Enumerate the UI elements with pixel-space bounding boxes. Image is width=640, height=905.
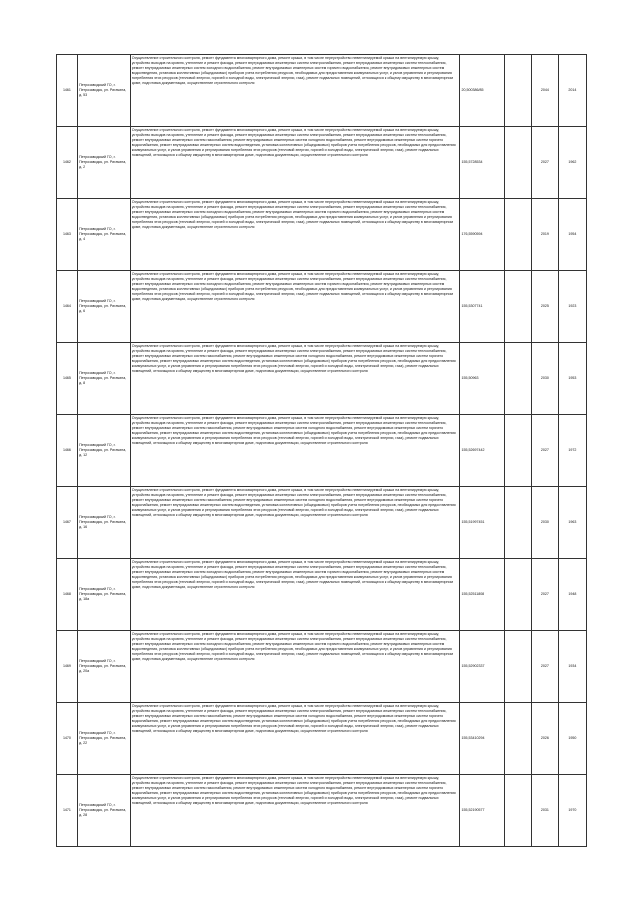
- row-address: Петрозаводский ГО, г. Петрозаводск, ул. Ригачина, д. 53: [77, 55, 130, 127]
- row-address: Петрозаводский ГО, г. Петрозаводск, ул. Ригачина, д. 28: [77, 775, 130, 847]
- row-last-year: 1970: [558, 775, 586, 847]
- row-works-cell: [130, 415, 460, 487]
- row-number: 1464: [57, 271, 78, 343]
- row-term: [504, 559, 531, 631]
- row-last-year: 1954: [558, 199, 586, 271]
- table-row: [57, 487, 587, 559]
- row-area: 20,500386/85: [460, 55, 504, 127]
- table-row: [57, 127, 587, 199]
- row-year: 2027: [531, 127, 558, 199]
- row-number: 1466: [57, 415, 78, 487]
- row-works-cell: [130, 343, 460, 415]
- row-address: Петрозаводский ГО, г. Петрозаводск, ул. Ригачина, д. 12: [77, 415, 130, 487]
- table-row: [57, 631, 587, 703]
- row-works: Осуществление строительного контроля, ремонт фундамента многоквартирного дома, ремонт крыши, в том числе переустройство невентилируемой крыши на вентилируемую крышу, устройство выходов на кровлю, утепление и ремонт фасада, ремонт внутридомовых инженерных систем электроснабжения, ремонт внутридомовых инженерных систем теплоснабжения, ремонт внутридомовых инженерных систем холодного водоснабжения, ремонт внутридомовых инженерных систем горячего водоснабжения, ремонт внутридомовых инженерных систем водоотведения, установка коллективных (общедомовых) приборов учета потребления ресурсов, необходимых для предоставления коммунальных услуг, и узлов управления и регулирования потребления этих ресурсов (тепловой энергии, горячей и холодной воды, электрической энергии, газа), ремонт подвальных помещений, относящихся к общему имуществу в многоквартирном доме, подготовка документации, осуществление строительного контроля: [131, 559, 453, 590]
- row-works: Осуществление строительного контроля, ремонт фундамента многоквартирного дома, ремонт крыши, в том числе переустройство невентилируемой крыши на вентилируемую крышу, устройство выходов на кровлю, утепление и ремонт фасада, ремонт внутридомовых инженерных систем электроснабжения, ремонт внутридомовых инженерных систем теплоснабжения, ремонт внутридомовых инженерных систем холодного водоснабжения, ремонт внутридомовых инженерных систем горячего водоснабжения, ремонт внутридомовых инженерных систем водоотведения, установка коллективных (общедомовых) приборов учета потребления ресурсов, необходимых для предоставления коммунальных услуг, и узлов управления и регулирования потребления этих ресурсов (тепловой энергии, горячей и холодной воды, электрической энергии, газа), ремонт подвальных помещений, относящихся к общему имуществу в многоквартирном доме, подготовка документации, осуществление строительного контроля: [131, 199, 453, 230]
- row-number: 1471: [57, 775, 78, 847]
- row-works-cell: [130, 775, 460, 847]
- row-area: 155,52511808: [460, 559, 504, 631]
- row-area: 155,51997451: [460, 487, 504, 559]
- row-year: 2031: [531, 775, 558, 847]
- row-term: [504, 199, 531, 271]
- row-works: Осуществление строительного контроля, ремонт фундамента многоквартирного дома, ремонт крыши, в том числе переустройство невентилируемой крыши на вентилируемую крышу, устройство выходов на кровлю, утепление и ремонт фасада, ремонт внутридомовых инженерных систем электроснабжения, ремонт внутридомовых инженерных систем теплоснабжения, ремонт внутридомовых инженерных систем газоснабжения, ремонт внутридомовых инженерных систем холодного водоснабжения, ремонт внутридомовых инженерных систем горячего водоснабжения, ремонт внутридомовых инженерных систем водоотведения, установка коллективных (общедомовых) приборов учета потребления ресурсов, необходимых для предоставления коммунальных услуг, и узлов управления и регулирования потребления этих ресурсов (тепловой энергии, горячей и холодной воды, электрической энергии, газа), ремонт подвальных помещений, относящихся к общему имуществу в многоквартирном доме, подготовка документации, осуществление строительного контроля: [131, 703, 456, 734]
- row-area: 155,5728534: [460, 127, 504, 199]
- row-address: Петрозаводский ГО, г. Петрозаводск, ул. Ригачина, д. 2: [77, 127, 130, 199]
- row-address: Петрозаводский ГО, г. Петрозаводск, ул. Ригачина, д. 16: [77, 487, 130, 559]
- row-term: [504, 631, 531, 703]
- row-term: [504, 127, 531, 199]
- table-row: [57, 343, 587, 415]
- row-works: Осуществление строительного контроля, ремонт фундамента многоквартирного дома, ремонт крыши, в том числе переустройство невентилируемой крыши на вентилируемую крышу, устройство выходов на кровлю, утепление и ремонт фасада, ремонт внутридомовых инженерных систем электроснабжения, ремонт внутридомовых инженерных систем теплоснабжения, ремонт внутридомовых инженерных систем газоснабжения, ремонт внутридомовых инженерных систем холодного водоснабжения, ремонт внутридомовых инженерных систем горячего водоснабжения, ремонт внутридомовых инженерных систем водоотведения, установка коллективных (общедомовых) приборов учета потребления ресурсов, необходимых для предоставления коммунальных услуг, и узлов управления и регулирования потребления этих ресурсов (тепловой энергии, горячей и холодной воды, электрической энергии, газа), ремонт подвальных помещений, относящихся к общему имуществу в многоквартирном доме, подготовка документации, осуществление строительного контроля: [131, 415, 456, 446]
- row-last-year: 1953: [558, 343, 586, 415]
- table-row: [57, 415, 587, 487]
- row-term: [504, 55, 531, 127]
- row-works-cell: [130, 703, 460, 775]
- table-row: [57, 271, 587, 343]
- row-year: 2030: [531, 487, 558, 559]
- row-year: 2027: [531, 559, 558, 631]
- row-area: 155,5307741: [460, 271, 504, 343]
- row-last-year: 1963: [558, 487, 586, 559]
- row-works-cell: [130, 631, 460, 703]
- row-address: Петрозаводский ГО, г. Петрозаводск, ул. Ригачина, д. 18а: [77, 559, 130, 631]
- row-term: [504, 343, 531, 415]
- row-address: Петрозаводский ГО, г. Петрозаводск, ул. Ригачина, д. 8: [77, 343, 130, 415]
- row-works: Осуществление строительного контроля, ремонт фундамента многоквартирного дома, ремонт крыши, в том числе переустройство невентилируемой крыши на вентилируемую крышу, устройство выходов на кровлю, утепление и ремонт фасада, ремонт внутридомовых инженерных систем электроснабжения, ремонт внутридомовых инженерных систем теплоснабжения, ремонт внутридомовых инженерных систем газоснабжения, ремонт внутридомовых инженерных систем холодного водоснабжения, ремонт внутридомовых инженерных систем горячего водоснабжения, ремонт внутридомовых инженерных систем водоотведения, установка коллективных (общедомовых) приборов учета потребления ресурсов, необходимых для предоставления коммунальных услуг, и узлов управления и регулирования потребления этих ресурсов (тепловой энергии, горячей и холодной воды, электрической энергии, газа), ремонт подвальных помещений, относящихся к общему имуществу в многоквартирном доме, подготовка документации, осуществление строительного контроля: [131, 487, 456, 518]
- row-works-cell: [130, 487, 460, 559]
- row-area: 155,50963: [460, 343, 504, 415]
- row-works: Осуществление строительного контроля, ремонт фундамента многоквартирного дома, ремонт крыши, в том числе переустройство невентилируемой крыши на вентилируемую крышу, устройство выходов на кровлю, утепление и ремонт фасада, ремонт внутридомовых инженерных систем электроснабжения, ремонт внутридомовых инженерных систем теплоснабжения, ремонт внутридомовых инженерных систем холодного водоснабжения, ремонт внутридомовых инженерных систем горячего водоснабжения, ремонт внутридомовых инженерных систем водоотведения, установка коллективных (общедомовых) приборов учета потребления ресурсов, необходимых для предоставления коммунальных услуг, и узлов управления и регулирования потребления этих ресурсов (тепловой энергии, горячей и холодной воды, электрической энергии, газа), ремонт подвальных помещений, относящихся к общему имуществу в многоквартирном доме, подготовка документации, осуществление строительного контроля: [131, 271, 453, 302]
- row-term: [504, 415, 531, 487]
- row-term: [504, 487, 531, 559]
- row-works-cell: [130, 55, 460, 127]
- row-number: 1462: [57, 127, 78, 199]
- row-works: Осуществление строительного контроля, ремонт фундамента многоквартирного дома, ремонт крыши, в том числе переустройство невентилируемой крыши на вентилируемую крышу, устройство выходов на кровлю, утепление и ремонт фасада, ремонт внутридомовых инженерных систем электроснабжения, ремонт внутридомовых инженерных систем теплоснабжения, ремонт внутридомовых инженерных систем газоснабжения, ремонт внутридомовых инженерных систем холодного водоснабжения, ремонт внутридомовых инженерных систем горячего водоснабжения, ремонт внутридомовых инженерных систем водоотведения, установка коллективных (общедомовых) приборов учета потребления ресурсов, необходимых для предоставления коммунальных услуг, и узлов управления и регулирования потребления этих ресурсов (тепловой энергии, горячей и холодной воды, электрической энергии, газа), ремонт подвальных помещений, относящихся к общему имуществу в многоквартирном доме, подготовка документации, осуществление строительного контроля: [131, 343, 456, 374]
- row-number: 1470: [57, 703, 78, 775]
- row-works: Осуществление строительного контроля, ремонт фундамента многоквартирного дома, ремонт крыши, в том числе переустройство невентилируемой крыши на вентилируемую крышу, устройство выходов на кровлю, утепление и ремонт фасада, ремонт внутридомовых инженерных систем электроснабжения, ремонт внутридомовых инженерных систем теплоснабжения, ремонт внутридомовых инженерных систем холодного водоснабжения, ремонт внутридомовых инженерных систем горячего водоснабжения, ремонт внутридомовых инженерных систем водоотведения, установка коллективных (общедомовых) приборов учета потребления ресурсов, необходимых для предоставления коммунальных услуг, и узлов управления и регулирования потребления этих ресурсов (тепловой энергии, горячей и холодной воды, электрической энергии, газа), ремонт подвальных помещений, относящихся к общему имуществу в многоквартирном доме, подготовка документации, осуществление строительного контроля: [131, 631, 453, 662]
- row-number: 1461: [57, 55, 78, 127]
- row-last-year: 1950: [558, 703, 586, 775]
- table-row: [57, 559, 587, 631]
- row-last-year: 1972: [558, 415, 586, 487]
- row-area: 155,53410294: [460, 703, 504, 775]
- capital-repair-table: [56, 54, 587, 847]
- row-address: Петрозаводский ГО, г. Петрозаводск, ул. Ригачина, д. 6: [77, 271, 130, 343]
- row-last-year: 1934: [558, 631, 586, 703]
- row-term: [504, 703, 531, 775]
- row-year: 2019: [531, 199, 558, 271]
- row-term: [504, 271, 531, 343]
- row-works: Осуществление строительного контроля, ремонт фундамента многоквартирного дома, ремонт крыши, в том числе переустройство невентилируемой крыши на вентилируемую крышу, устройство выходов на кровлю, утепление и ремонт фасада, ремонт внутридомовых инженерных систем электроснабжения, ремонт внутридомовых инженерных систем теплоснабжения, ремонт внутридомовых инженерных систем газоснабжения, ремонт внутридомовых инженерных систем холодного водоснабжения, ремонт внутридомовых инженерных систем горячего водоснабжения, ремонт внутридомовых инженерных систем водоотведения, установка коллективных (общедомовых) приборов учета потребления ресурсов, необходимых для предоставления коммунальных услуг, и узлов управления и регулирования потребления этих ресурсов (тепловой энергии, горячей и холодной воды, электрической энергии, газа), ремонт подвальных помещений, относящихся к общему имуществу в многоквартирном доме, подготовка документации, осуществление строительного контроля: [131, 775, 456, 806]
- table-body: [57, 55, 587, 847]
- row-address: Петрозаводский ГО, г. Петрозаводск, ул. Ригачина, д. 4: [77, 199, 130, 271]
- row-area: 155,52697442: [460, 415, 504, 487]
- row-works: Осуществление строительного контроля, ремонт фундамента многоквартирного дома, ремонт крыши, в том числе переустройство невентилируемой крыши на вентилируемую крышу, устройство выходов на кровлю, утепление и ремонт фасада, ремонт внутридомовых инженерных систем электроснабжения, ремонт внутридомовых инженерных систем теплоснабжения, ремонт внутридомовых инженерных систем холодного водоснабжения, ремонт внутридомовых инженерных систем горячего водоснабжения, ремонт внутридомовых инженерных систем водоотведения, установка коллективных (общедомовых) приборов учета потребления ресурсов, необходимых для предоставления коммунальных услуг, и узлов управления и регулирования потребления этих ресурсов (тепловой энергии, горячей и холодной воды, электрической энергии, газа), ремонт подвальных помещений, относящихся к общему имуществу в многоквартирном доме, подготовка документации, осуществление строительного контроля: [131, 55, 453, 86]
- table-row: [57, 55, 587, 127]
- row-year: 2027: [531, 631, 558, 703]
- row-area: 176,5590594: [460, 199, 504, 271]
- row-year: 2025: [531, 271, 558, 343]
- row-year: 2030: [531, 343, 558, 415]
- row-works-cell: [130, 127, 460, 199]
- row-term: [504, 775, 531, 847]
- row-works-cell: [130, 559, 460, 631]
- row-works: Осуществление строительного контроля, ремонт фундамента многоквартирного дома, ремонт крыши, в том числе переустройство невентилируемой крыши на вентилируемую крышу, устройство выходов на кровлю, утепление и ремонт фасада, ремонт внутридомовых инженерных систем электроснабжения, ремонт внутридомовых инженерных систем теплоснабжения, ремонт внутридомовых инженерных систем газоснабжения, ремонт внутридомовых инженерных систем холодного водоснабжения, ремонт внутридомовых инженерных систем горячего водоснабжения, ремонт внутридомовых инженерных систем водоотведения, установка коллективных (общедомовых) приборов учета потребления ресурсов, необходимых для предоставления коммунальных услуг, и узлов управления и регулирования потребления этих ресурсов (тепловой энергии, горячей и холодной воды, электрической энергии, газа), ремонт подвальных помещений, относящихся к общему имуществу в многоквартирном доме, подготовка документации, осуществление строительного контроля: [131, 127, 456, 158]
- row-area: 155,52902337: [460, 631, 504, 703]
- table-row: [57, 775, 587, 847]
- row-address: Петрозаводский ГО, г. Петрозаводск, ул. Ригачина, д. 20а: [77, 631, 130, 703]
- row-works-cell: [130, 199, 460, 271]
- row-area: 155,52190577: [460, 775, 504, 847]
- row-number: 1469: [57, 631, 78, 703]
- row-number: 1463: [57, 199, 78, 271]
- row-address: Петрозаводский ГО, г. Петрозаводск, ул. Ригачина, д. 22: [77, 703, 130, 775]
- row-number: 1468: [57, 559, 78, 631]
- table-row: [57, 199, 587, 271]
- row-year: 2044: [531, 55, 558, 127]
- row-last-year: 1962: [558, 127, 586, 199]
- row-last-year: 2014: [558, 55, 586, 127]
- row-year: 2027: [531, 415, 558, 487]
- row-number: 1467: [57, 487, 78, 559]
- row-year: 2026: [531, 703, 558, 775]
- row-last-year: 1923: [558, 271, 586, 343]
- row-last-year: 1948: [558, 559, 586, 631]
- table-row: [57, 703, 587, 775]
- row-number: 1465: [57, 343, 78, 415]
- row-works-cell: [130, 271, 460, 343]
